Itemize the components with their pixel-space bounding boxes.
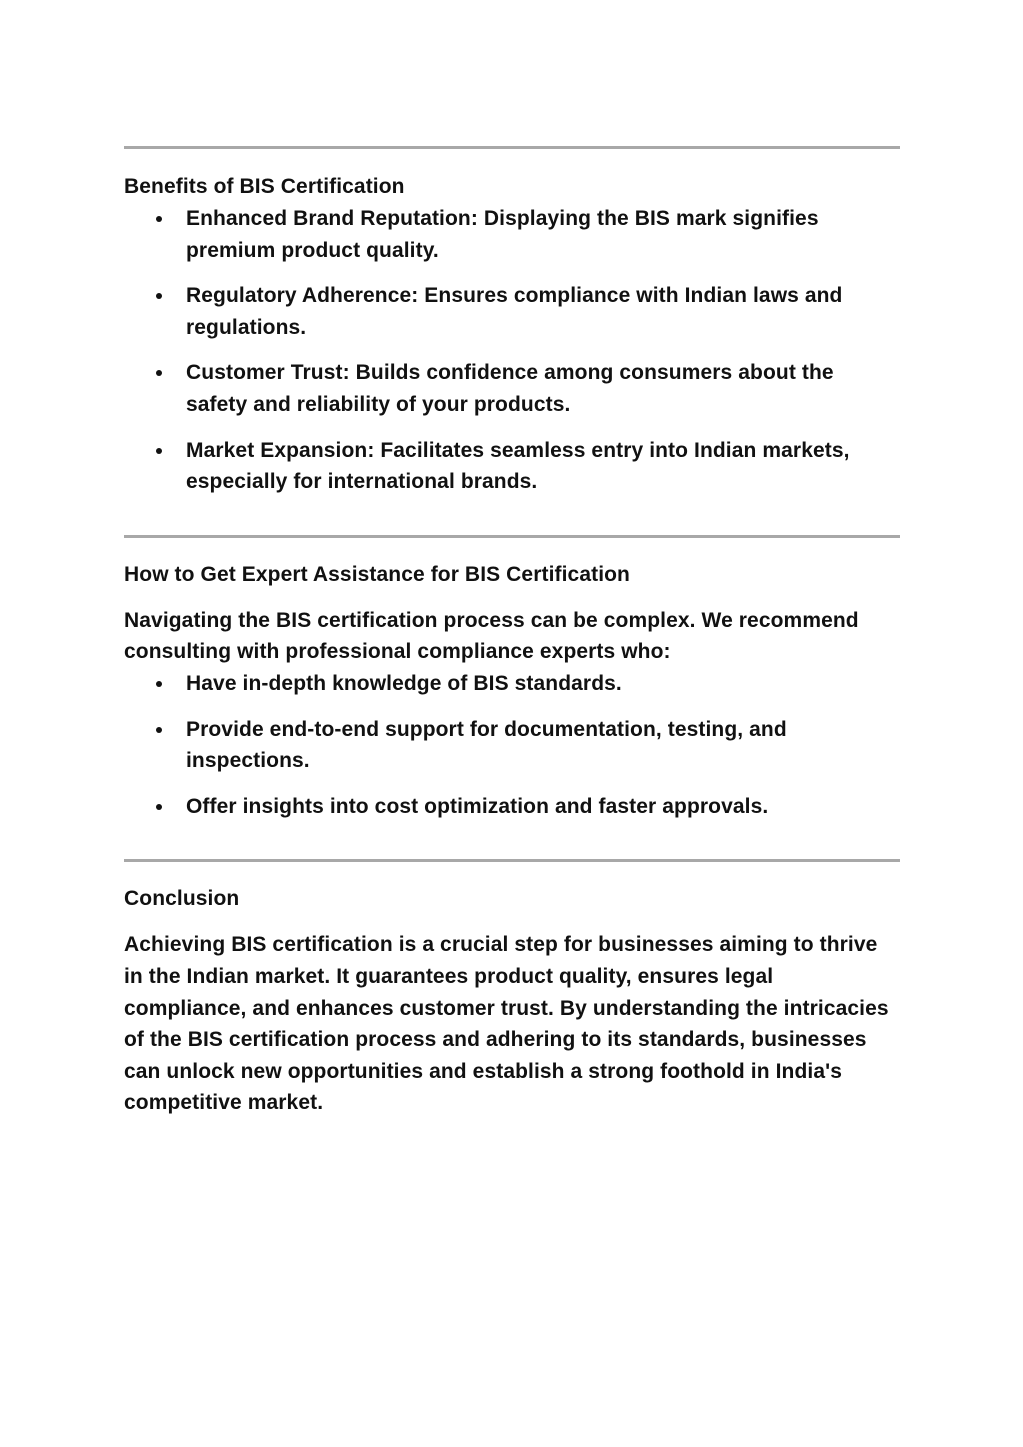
bullet-icon xyxy=(156,681,162,687)
list-item xyxy=(124,203,900,266)
list-item-text: Have in-depth knowledge of BIS standards. xyxy=(186,671,622,695)
list-item-text: Customer Trust: Builds confidence among consumers about the safety and reliability of your products. xyxy=(186,361,834,416)
list-item xyxy=(124,357,900,420)
list-item-text: Market Expansion: Facilitates seamless entry into Indian markets, especially for international brands. xyxy=(186,438,850,494)
benefits-heading: Benefits of BIS Certification xyxy=(124,175,405,198)
list-item xyxy=(124,791,900,823)
assistance-heading: How to Get Expert Assistance for BIS Certification xyxy=(124,562,630,586)
bullet-icon xyxy=(156,293,162,299)
list-item-text: Regulatory Adherence: Ensures compliance with Indian laws and regulations. xyxy=(186,284,843,339)
list-item xyxy=(124,280,900,343)
bullet-icon xyxy=(156,727,162,733)
section-divider xyxy=(124,146,900,149)
assistance-intro: Navigating the BIS certification process can be complex. We recommend consulting with professional compliance experts who: xyxy=(124,608,859,664)
conclusion-body: Achieving BIS certification is a crucial step for businesses aiming to thrive in the Indian market. It guarantees product quality, ensures legal compliance, and enhances customer trust. By understanding the intricacies of the BIS certification process and adhering to its standards, businesses can unlock new opportunities and establish a strong foothold in India's competitive market. xyxy=(124,933,889,1115)
document-page xyxy=(124,146,900,1119)
bullet-icon xyxy=(156,804,162,810)
bullet-icon xyxy=(156,370,162,376)
list-item-text: Provide end-to-end support for documentation, testing, and inspections. xyxy=(186,717,787,773)
section-divider xyxy=(124,535,900,538)
list-item-text: Enhanced Brand Reputation: Displaying the BIS mark signifies premium product quality. xyxy=(186,207,819,262)
assistance-list xyxy=(124,668,900,822)
conclusion-heading: Conclusion xyxy=(124,887,240,911)
list-item xyxy=(124,714,900,777)
list-item xyxy=(124,435,900,498)
benefits-list xyxy=(124,203,900,498)
section-divider xyxy=(124,859,900,862)
bullet-icon xyxy=(156,448,162,454)
list-item xyxy=(124,668,900,700)
list-item-text: Offer insights into cost optimization and faster approvals. xyxy=(186,794,769,818)
bullet-icon xyxy=(156,216,162,222)
